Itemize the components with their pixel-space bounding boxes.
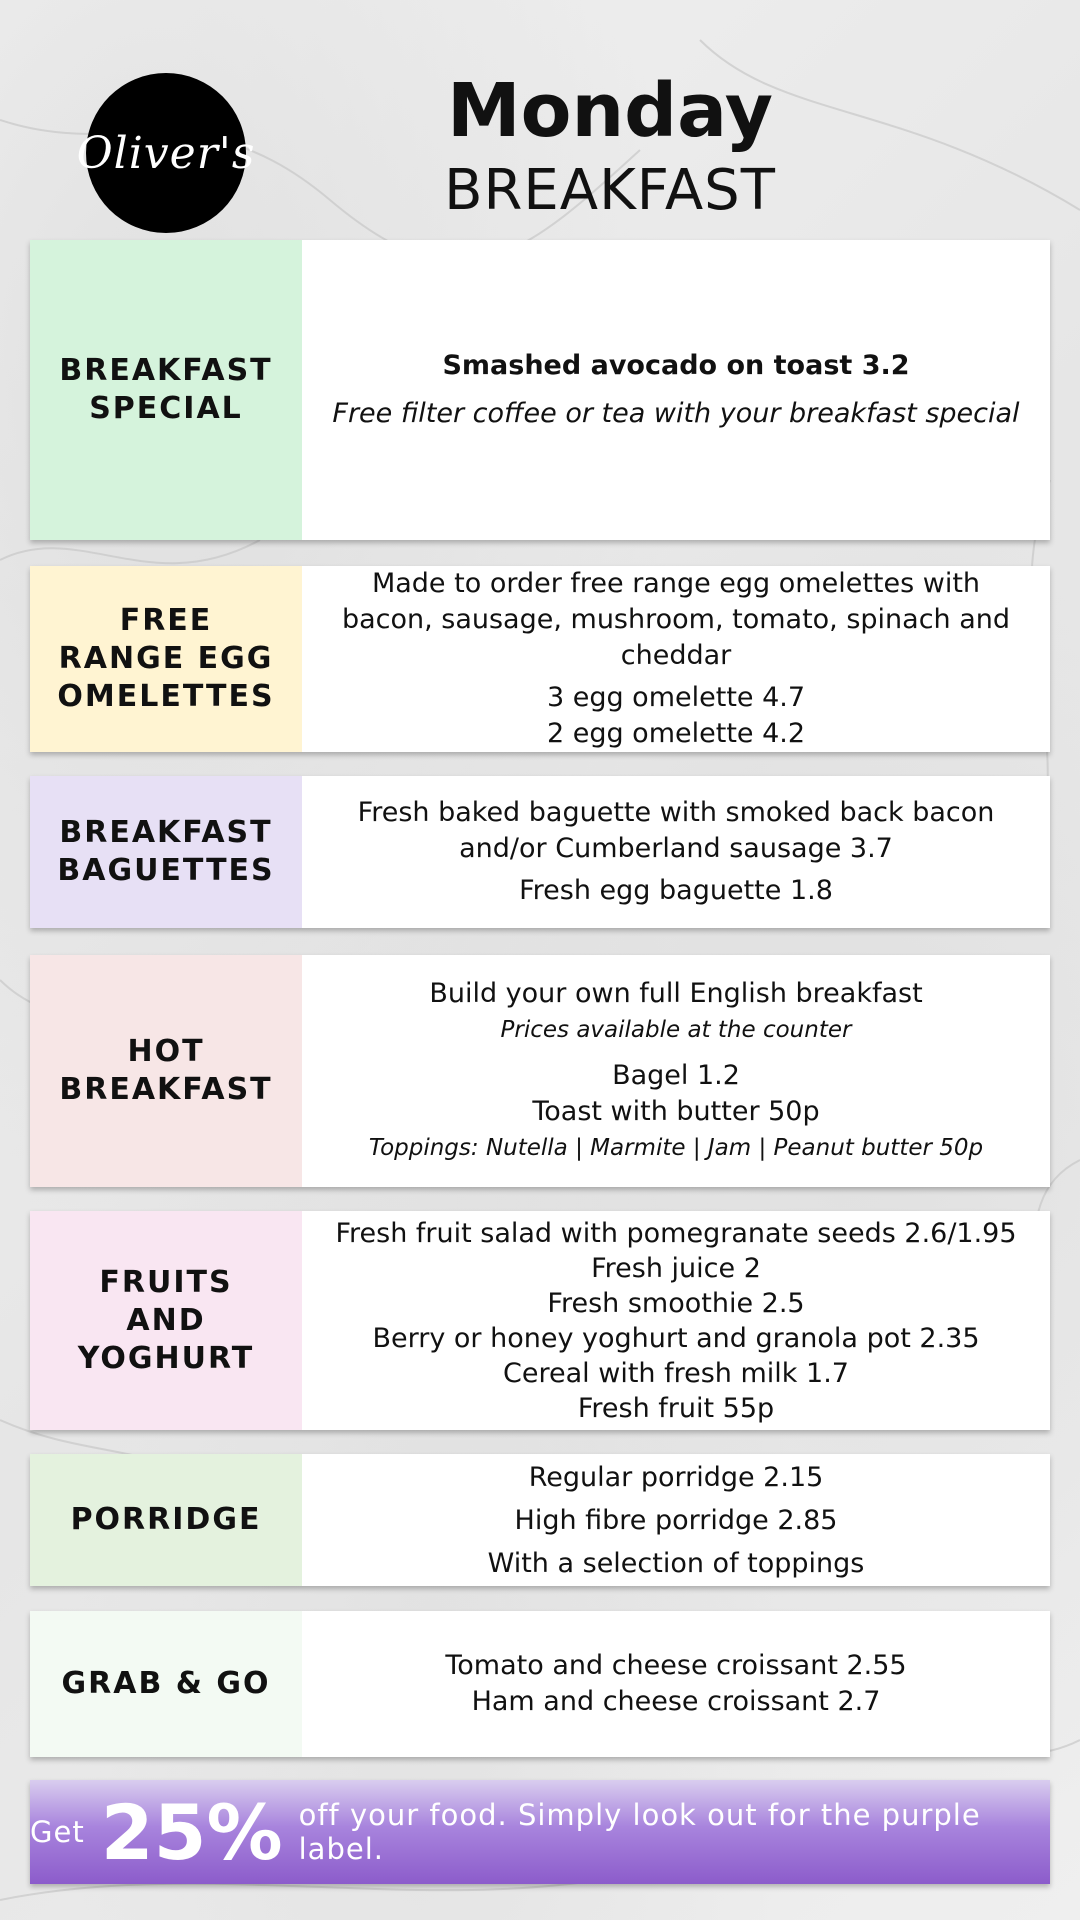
menu-item: Build your own full English breakfast	[429, 978, 923, 1009]
section-baguettes	[30, 776, 1050, 928]
section-label: FREE RANGE EGG OMELETTES	[30, 566, 302, 752]
section-body	[302, 776, 1050, 928]
section-hot-breakfast	[30, 955, 1050, 1187]
promo-discount: 25%	[100, 1787, 283, 1877]
section-body	[302, 1454, 1050, 1586]
meal-title: BREAKFAST	[444, 158, 776, 223]
section-grab-and-go	[30, 1611, 1050, 1757]
menu-item: Fresh smoothie 2.5	[547, 1287, 805, 1319]
logo-text: Oliver's	[76, 127, 256, 179]
promo-banner	[30, 1780, 1050, 1884]
promo-suffix: off your food. Simply look out for the purple label.	[298, 1798, 981, 1866]
menu-item: Berry or honey yoghurt and granola pot 2.35	[372, 1322, 980, 1354]
menu-item: 3 egg omelette 4.7	[546, 682, 806, 713]
menu-item: Ham and cheese croissant 2.7	[471, 1686, 881, 1717]
page-header	[0, 66, 1080, 226]
menu-note: With a selection of toppings	[487, 1547, 865, 1579]
menu-item: 2 egg omelette 4.2	[546, 718, 806, 749]
menu-item: Fresh fruit salad with pomegranate seeds 2.6/1.95	[335, 1217, 1017, 1249]
section-label: HOT BREAKFAST	[30, 955, 302, 1187]
menu-item: Bagel 1.2	[612, 1060, 740, 1091]
menu-item: Fresh fruit 55p	[577, 1392, 775, 1424]
menu-description: Made to order free range egg omelettes with bacon, sausage, mushroom, tomato, spinach and cheddar	[341, 568, 1011, 671]
menu-item: Fresh egg baguette 1.8	[519, 875, 833, 906]
day-title: Monday	[446, 68, 774, 154]
section-label: FRUITS AND YOGHURT	[30, 1211, 302, 1430]
section-omelettes	[30, 566, 1050, 752]
section-label: PORRIDGE	[30, 1454, 302, 1586]
section-body	[302, 955, 1050, 1187]
section-body	[302, 1611, 1050, 1757]
menu-note: Prices available at the counter	[500, 1017, 852, 1043]
menu-note: Toppings: Nutella | Marmite | Jam | Peanut butter 50p	[368, 1135, 984, 1161]
section-label: BREAKFAST SPECIAL	[30, 240, 302, 540]
section-body	[302, 240, 1050, 540]
menu-item: Tomato and cheese croissant 2.55	[445, 1650, 907, 1681]
menu-note: Free filter coffee or tea with your breakfast special	[332, 398, 1020, 429]
promo-prefix: Get	[30, 1815, 85, 1849]
section-label: BREAKFAST BAGUETTES	[30, 776, 302, 928]
menu-item: Regular porridge 2.15	[528, 1461, 824, 1493]
menu-item: Cereal with fresh milk 1.7	[503, 1357, 849, 1389]
menu-item: High fibre porridge 2.85	[514, 1504, 838, 1536]
section-body	[302, 566, 1050, 752]
section-body	[302, 1211, 1050, 1430]
menu-item: Toast with butter 50p	[532, 1096, 820, 1127]
menu-item: Smashed avocado on toast 3.2	[442, 350, 910, 381]
section-label: GRAB & GO	[30, 1611, 302, 1757]
section-breakfast-special	[30, 240, 1050, 540]
menu-item: Fresh baked baguette with smoked back bacon and/or Cumberland sausage 3.7	[357, 797, 995, 864]
section-porridge	[30, 1454, 1050, 1586]
menu-item: Fresh juice 2	[591, 1252, 761, 1284]
section-fruits-yoghurt	[30, 1211, 1050, 1430]
